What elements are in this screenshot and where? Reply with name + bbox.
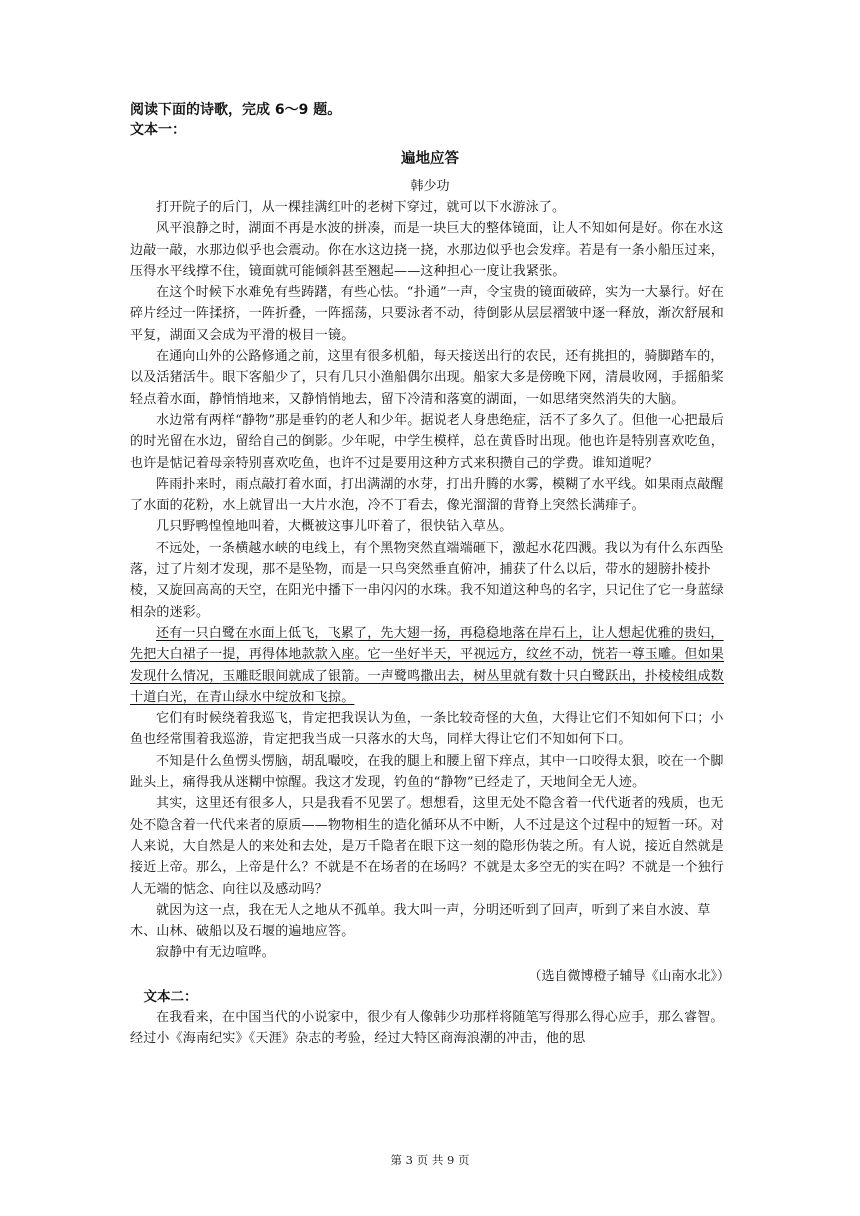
paragraph: 在通向山外的公路修通之前，这里有很多机船，每天接送出行的农民，还有挑担的，骑脚踏车的，以及活猪活牛。眼下客船少了，只有几只小渔船偶尔出现。船家大多是傍晚下网，清晨收网，手摇船桨轻点着水面，静悄悄地来，又静悄悄地去，留下冷清和落寞的湖面，一如思绪突然消失的大脑。 (130, 349, 725, 407)
paragraph: 其实，这里还有很多人，只是我看不见罢了。想想看，这里无处不隐含着一代代逝者的残质，也无处不隐含着一代代来者的原质——物物相生的造化循环从不中断，人不过是这个过程中的短暂一环。对人来说，大自然是人的来处和去处，是万千隐者在眼下这一刻的隐形伪装之所。有人说，接近自然就是接近上帝。那么，上帝是什么？不就是不在场者的在场吗？不就是太多空无的实在吗？不就是一个独行人无端的惦念、向往以及感动吗？ (130, 796, 725, 897)
paragraph: 它们有时候绕着我巡飞，肯定把我误认为鱼，一条比较奇怪的大鱼，大得让它们不知如何下口；小鱼也经常围着我巡游，肯定把我当成一只落水的大鸟，同样大得让它们不知如何下口。 (130, 711, 724, 748)
paragraph: 阵雨扑来时，雨点敲打着水面，打出满湖的水芽，打出升腾的水雾，模糊了水平线。如果雨点敲醒了水面的花粉，水上就冒出一大片水泡，冷不丁看去，像光溜溜的背脊上突然长满痱子。 (130, 476, 724, 514)
page-footer: 第 3 页 共 9 页 (390, 1153, 470, 1167)
text1-label: 文本一： (130, 122, 186, 138)
paragraph: 风平浪静之时，湖面不再是水波的拼凑，而是一块巨大的整体镜面，让人不知如何是好。你在水这边敲一敲，水那边似乎也会震动。你在水这边挠一挠，水那边似乎也会发痒。若是有一条小船压过来，压得水平线撑不住，镜面就可能倾斜甚至翘起——这种担心一度让我紧张。 (130, 221, 725, 279)
paragraph: 就因为这一点，我在无人之地从不孤单。我大叫一声，分明还听到了回声，听到了来自水波、草木、山林、破船以及石堰的遍地应答。 (130, 902, 711, 940)
page-content (130, 100, 730, 1049)
text2-label: 文本二： (143, 988, 198, 1005)
paragraph: 几只野鸭惶惶地叫着，大概被这事儿吓着了，很快钻入草丛。 (156, 519, 513, 535)
paragraph: 寂静中有无边喧哗。 (156, 945, 275, 961)
underlined-paragraph: 还有一只白鹭在水面上低飞，飞累了，先大翅一扬，再稳稳地落在岸石上，让人想起优雅的贵妇，先把大白裙子一提，再得体地款款入座。它一坐好半天，平视远方，纹丝不动，恍若一尊玉雕。但如果发现什么情况，玉雕眨眼间就成了银箭。一声鹭鸣撒出去，树丛里就有数十只白鹭跃出，扑棱棱组成数十道白光，在青山绿水中绽放和飞掠。 (130, 625, 725, 705)
article-source: （选自微博橙子辅导《山南水北》） (528, 968, 730, 984)
paragraph: 在这个时候下水难免有些踌躇，有些心怯。“扑通”一声，令宝贵的镜面破碎，实为一大暴行。好在碎片经过一阵揉挤，一阵折叠，一阵摇荡，只要泳者不动，待倒影从层层褶皱中逐一释放，渐次舒展和平复，湖面又会成为平滑的极目一镜。 (130, 285, 725, 343)
paragraph: 不远处，一条横越水峡的电线上，有个黑物突然直端端砸下，激起水花四溅。我以为有什么东西坠落，过了片刻才发现，那不是坠物，而是一只鸟突然垂直俯冲，捕获了什么以后，带水的翅膀扑棱扑棱，又旋回高高的天空，在阳光中播下一串闪闪的水珠。我不知道这种鸟的名字，只记住了它一身蓝绿相杂的迷彩。 (130, 540, 725, 620)
question-instruction: 阅读下面的诗歌，完成 6～9 题。 (130, 102, 342, 118)
paragraph: 水边常有两样“静物”那是垂钓的老人和少年。据说老人身患绝症，活不了多久了。但他一心把最后的时光留在水边，留给自己的倒影。少年呢，中学生模样，总在黄昏时出现。他也许是特别喜欢吃鱼，也许是惦记着母亲特别喜欢吃鱼，也许不过是要用这种方式来积攒自己的学费。谁知道呢？ (130, 412, 725, 471)
article-title: 遍地应答 (401, 151, 459, 167)
paragraph: 不知是什么鱼愣头愣脑，胡乱嘬咬，在我的腿上和腰上留下痒点，其中一口咬得太狠，咬在一个脚趾头上，痛得我从迷糊中惊醒。我这才发现，钓鱼的“静物”已经走了，天地间全无人迹。 (130, 753, 724, 791)
text2-paragraph: 在我看来，在中国当代的小说家中，很少有人像韩少功那样将随笔写得那么得心应手，那么睿智。经过小《海南纪实》《天涯》杂志的考验，经过大特区商海浪潮的冲击，他的思 (130, 1009, 724, 1046)
article-author: 韩少功 (410, 179, 450, 194)
paragraph: 打开院子的后门，从一棵挂满红叶的老树下穿过，就可以下水游泳了。 (156, 200, 566, 215)
